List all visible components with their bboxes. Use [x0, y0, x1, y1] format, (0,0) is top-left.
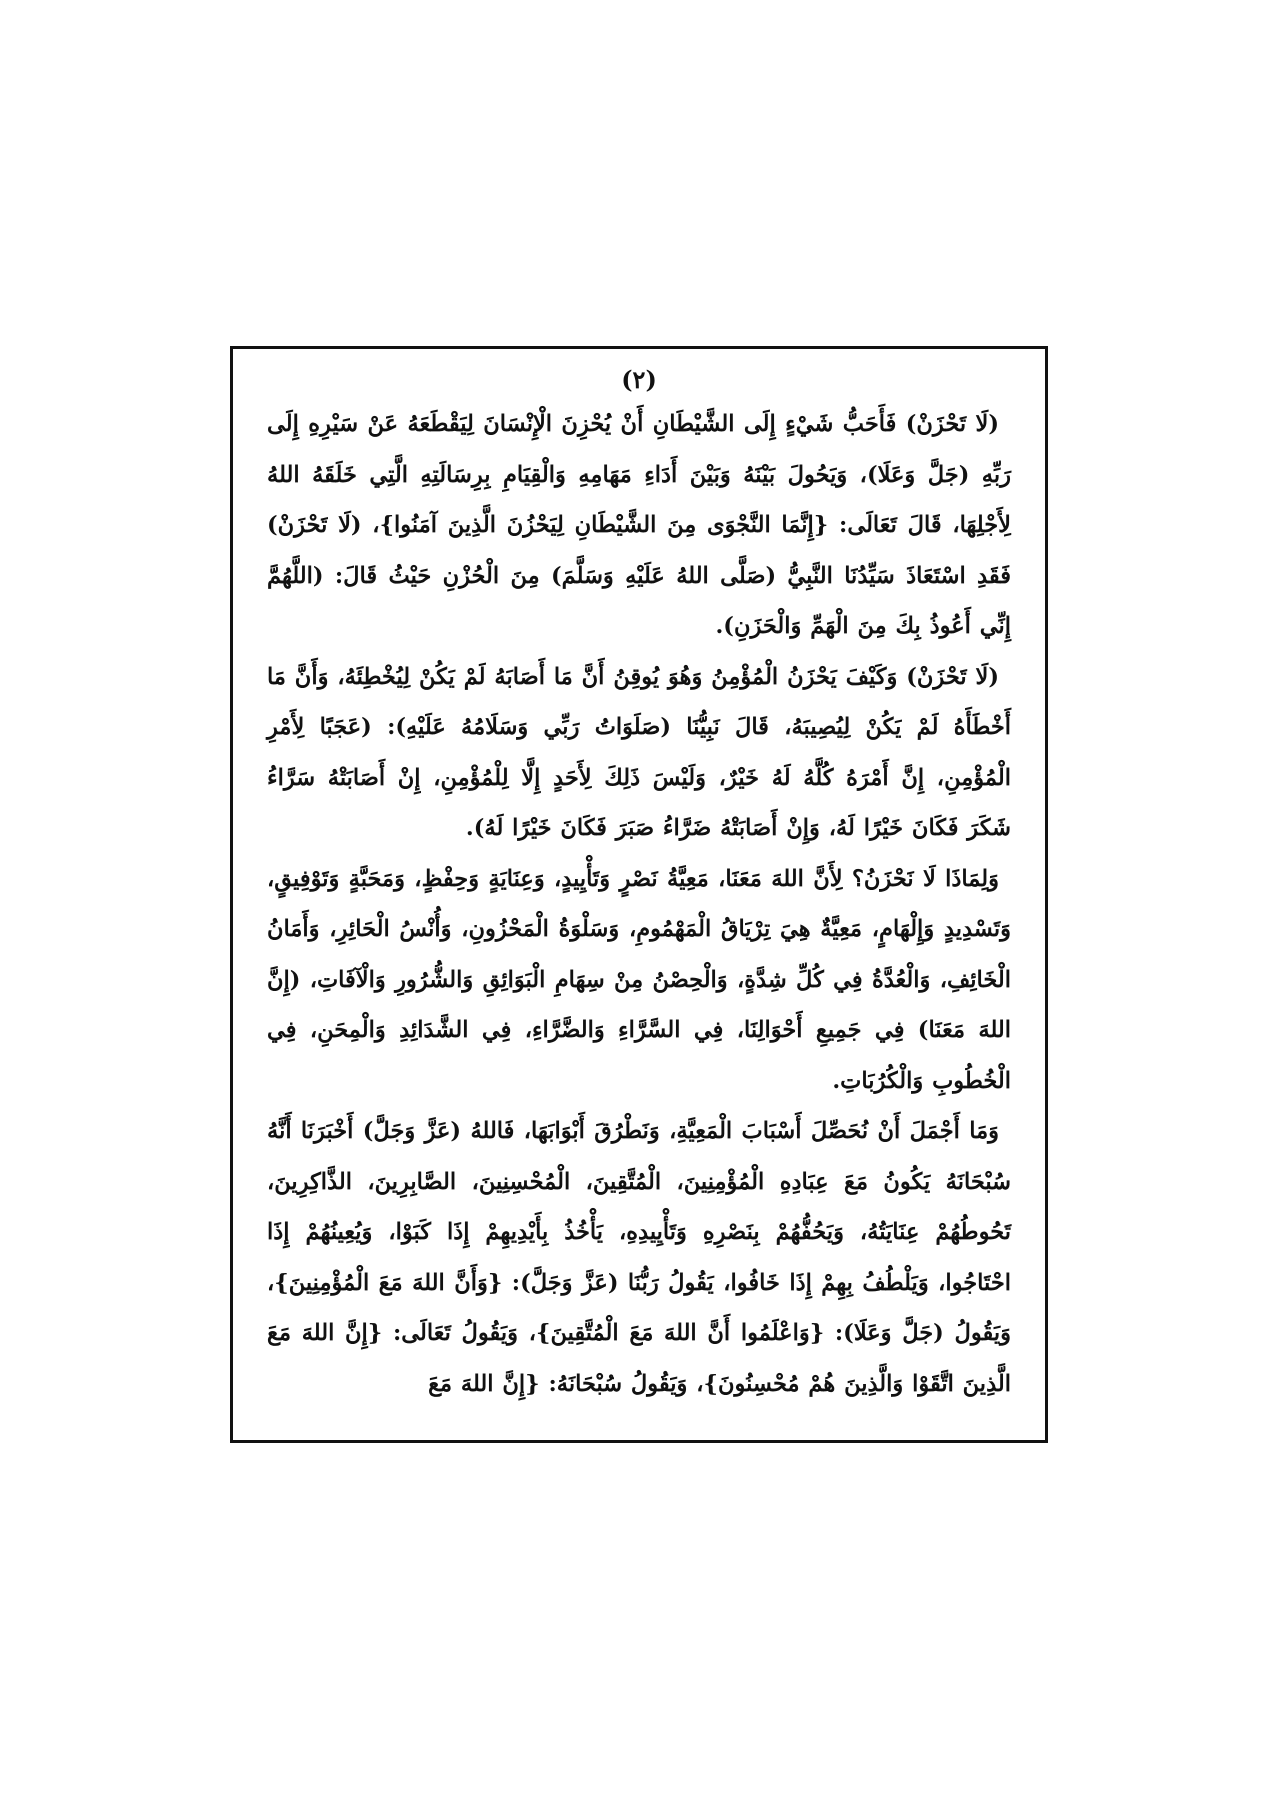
paragraph-2: (لَا تَحْزَنْ) وَكَيْفَ يَحْزَنُ الْمُؤْمِنُ وَهُوَ يُوقِنُ أَنَّ مَا أَصَابَهُ لَمْ يَكُنْ لِيُخْطِئَهُ، وَأَنَّ مَا أَخْطَأَهُ لَمْ يَكُنْ لِيُصِيبَهُ، قَالَ نَبِيُّنَا (صَلَوَاتُ رَبِّي وَسَلَامُهُ عَلَيْهِ): (عَجَبًا لِأَمْرِ الْمُؤْمِنِ، إِنَّ أَمْرَهُ كُلَّهُ لَهُ خَيْرٌ، وَلَيْسَ ذَلِكَ لِأَحَدٍ إِلَّا لِلْمُؤْمِنِ، إِنْ أَصَابَتْهُ سَرَّاءُ شَكَرَ فَكَانَ خَيْرًا لَهُ، وَإِنْ أَصَابَتْهُ ضَرَّاءُ صَبَرَ فَكَانَ خَيْرًا لَهُ). — [267, 663, 1011, 841]
page-frame — [230, 346, 1048, 1443]
paragraph-3: وَلِمَاذَا لَا نَحْزَنُ؟ لِأَنَّ اللهَ مَعَنَا، مَعِيَّةُ نَصْرٍ وَتَأْيِيدٍ، وَعِنَايَةٍ وَحِفْظٍ، وَمَحَبَّةٍ وَتَوْفِيقٍ، وَتَسْدِيدٍ وَإِلْهَامٍ، مَعِيَّةٌ هِيَ تِرْيَاقُ الْمَهْمُومِ، وَسَلْوَةُ الْمَحْزُونِ، وَأُنْسُ الْحَائِرِ، وَأَمَانُ الْخَائِفِ، وَالْعُدَّةُ فِي كُلِّ شِدَّةٍ، وَالْحِصْنُ مِنْ سِهَامِ الْبَوَائِقِ وَالشُّرُورِ وَالْآفَاتِ، (إِنَّ اللهَ مَعَنَا) فِي جَمِيعِ أَحْوَالِنَا، فِي السَّرَّاءِ وَالضَّرَّاءِ، فِي الشَّدَائِدِ وَالْمِحَنِ، فِي الْخُطُوبِ وَالْكُرُبَاتِ. — [267, 865, 1011, 1094]
paragraph-4: وَمَا أَجْمَلَ أَنْ نُحَصِّلَ أَسْبَابَ الْمَعِيَّةِ، وَنَطْرُقَ أَبْوَابَهَا، فَاللهُ (عَزَّ وَجَلَّ) أَخْبَرَنَا أَنَّهُ سُبْحَانَهُ يَكُونُ مَعَ عِبَادِهِ الْمُؤْمِنِينَ، الْمُتَّقِينَ، الْمُحْسِنِينَ، الصَّابِرِينَ، الذَّاكِرِينَ، تَحُوطُهُمْ عِنَايَتُهُ، وَيَحُفُّهُمْ بِنَصْرِهِ وَتَأْيِيدِهِ، يَأْخُذُ بِأَيْدِيهِمْ إِذَا كَبَوْا، وَيُعِينُهُمْ إِذَا احْتَاجُوا، وَيَلْطُفُ بِهِمْ إِذَا خَافُوا، يَقُولُ رَبُّنَا (عَزَّ وَجَلَّ): {وَأَنَّ اللهَ مَعَ الْمُؤْمِنِينَ}، وَيَقُولُ (جَلَّ وَعَلَا): {وَاعْلَمُوا أَنَّ اللهَ مَعَ الْمُتَّقِينَ}، وَيَقُولُ تَعَالَى: {إِنَّ اللهَ مَعَ الَّذِينَ اتَّقَوْا وَالَّذِينَ هُمْ مُحْسِنُونَ}، وَيَقُولُ سُبْحَانَهُ: {إِنَّ اللهَ مَعَ — [267, 1118, 1011, 1397]
page-number: (٢) — [621, 365, 657, 394]
paragraph-1: (لَا تَحْزَنْ) فَأَحَبُّ شَيْءٍ إِلَى الشَّيْطَانِ أَنْ يُحْزِنَ الْإِنْسَانَ لِيَقْطَعَهُ عَنْ سَيْرِهِ إِلَى رَبِّهِ (جَلَّ وَعَلَا)، وَيَحُولَ بَيْنَهُ وَبَيْنَ أَدَاءِ مَهَامِهِ وَالْقِيَامِ بِرِسَالَتِهِ الَّتِي خَلَقَهُ اللهُ لِأَجْلِهَا، قَالَ تَعَالَى: {إِنَّمَا النَّجْوَى مِنَ الشَّيْطَانِ لِيَحْزُنَ الَّذِينَ آمَنُوا}، (لَا تَحْزَنْ) فَقَدِ اسْتَعَاذَ سَيِّدُنَا النَّبِيُّ (صَلَّى اللهُ عَلَيْهِ وَسَلَّمَ) مِنَ الْحُزْنِ حَيْثُ قَالَ: (اللَّهُمَّ إِنِّي أَعُوذُ بِكَ مِنَ الْهَمِّ وَالْحَزَنِ). — [267, 411, 1011, 639]
